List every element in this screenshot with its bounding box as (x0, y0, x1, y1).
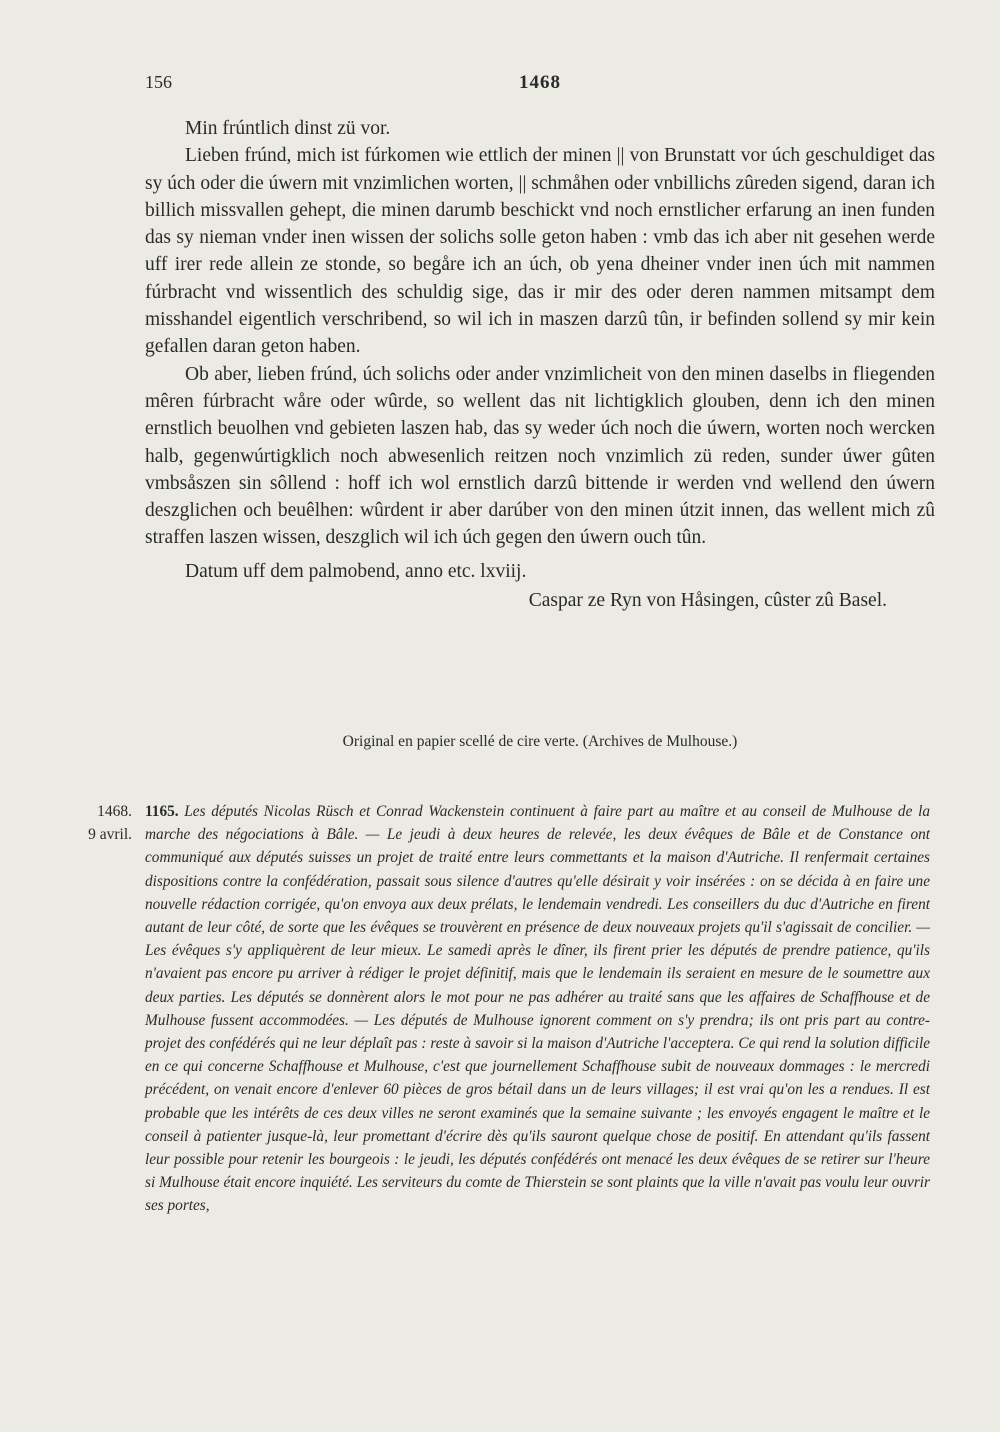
letter-paragraph-2: Ob aber, lieben frúnd, úch solichs oder ander vnzimlicheit von den minen daselbs in fliegenden mêren fúrbracht wåre oder wûrde, so wellent das nit lichtigklich glouben, denn ich den minen ernstlich beuolhen vnd gebieten laszen hab, das sy weder úch noch die úwern, worten noch wercken halb, gegenwúrtigklich noch abwesenlich reitzen noch vnzimlich zü reden, sunder úwer gûten vmbsåszen sin sôllend : hoff ich wol ernstlich darzû bittende ir werden vnd wellend den úwern deszglichen och beuêlhen: wûrdent ir aber darúber von den minen útzit innen, das wellent mich zû straffen laszen wissen, deszglich wil ich úch gegen den úwern ouch tûn. (145, 363, 935, 549)
page-number: 156 (145, 72, 172, 92)
letter-date-line: Datum uff dem palmobend, anno etc. lxviij. (185, 560, 527, 582)
margin-date-year: 1468. (97, 803, 132, 820)
page-header (145, 72, 935, 102)
letter-paragraph-1: Lieben frúnd, mich ist fúrkomen wie ettlich der minen || von Brunstatt vor úch geschuldiget das sy úch oder die úwern mit vnzimlichen worten, || schmåhen oder vnbillichs zûreden sigend, daran ich billich missvallen gehept, die minen darumb beschickt vnd noch ernstlicher erfarung an inen funden das sy nieman vnder inen wissen der solichs solle geton haben : vmb das ich aber nit gesehen werde uff irer rede allein ze stonde, so begåre ich an úch, ob yena dheiner vnder inen úch mit nammen fúrbracht vnd wissentlich des schuldig sige, das ir mir des oder deren nammen mitsampt dem misshandel eigentlich verschribend, so wil ich in maszen darzû tûn, ir befinden sollend sy mir kein gefallen daran geton haben. (145, 145, 935, 358)
running-head-year: 1468 (519, 72, 561, 93)
letter-text (145, 115, 935, 614)
letter-signature: Caspar ze Ryn von Håsingen, cûster zû Basel. (528, 590, 887, 612)
entry-number: 1165. (145, 803, 185, 820)
margin-date-day: 9 avril. (88, 826, 132, 843)
entry-summary (145, 800, 930, 1218)
source-note: Original en papier scellé de cire verte. (Archives de Mulhouse.) (342, 733, 738, 750)
letter-salutation: Min frúntlich dinst zü vor. (185, 118, 391, 139)
margin-date (62, 800, 132, 846)
entry-summary-text: Les députés Nicolas Rüsch et Conrad Wackenstein continuent à faire part au maître et au conseil de Mulhouse de la marche des négociations à Bâle. — Le jeudi à deux heures de relevée, les deux évêques de Bâle et de Constance ont communiqué aux députés suisses un projet de traité entre leurs commettants et la maison d'Autriche. Il renfermait certaines dispositions contre la confédération, passait sous silence d'autres qu'elle désirait y voir insérées : on se décida à en faire une nouvelle rédaction corrigée, qu'on envoya aux deux prélats, le lendemain vendredi. Les conseillers du duc d'Autriche en firent autant de leur côté, de sorte que les évêques se trouvèrent en présence de deux nouveaux projets qu'il s'agissait de concilier. — Les évêques s'y appliquèrent de leur mieux. Le samedi après le dîner, ils firent prier les députés de prendre patience, qu'ils n'avaient pas encore pu arriver à rédiger le projet définitif, mais que le lendemain ils seraient en mesure de le soumettre aux deux parties. Les députés se donnèrent alors le mot pour ne pas adhérer au traité sans que les affaires de Schaffhouse et de Mulhouse fussent accommodées. — Les députés de Mulhouse ignorent comment on s'y prendra; ils ont pris part au contre-projet des confédérés qui ne leur déplaît pas : reste à savoir si la maison d'Autriche l'acceptera. Ce qui rend la solution difficile en ce qui concerne Schaffhouse et Mulhouse, c'est que journellement Schaffhouse subit de nouveaux dommages : le mercredi précédent, on venait encore d'enlever 60 pièces de gros bétail dans un de leurs villages; il est vrai qu'on les a rendues. Il est probable que les intérêts de ces deux villes ne seront examinés que la semaine suivante ; les envoyés engagent le maître et le conseil à patienter jusque-là, leur promettant d'écrire dès qu'ils sauront quelque chose de positif. En attendant qu'ils fassent leur possible pour retenir les bourgeois : le jeudi, les députés confédérés ont menacé les deux évêques de se retirer sur l'heure si Mulhouse était encore inquiété. Les serviteurs du comte de Thierstein se sont plaints que la ville n'avait pas voulu leur ouvrir ses portes, (145, 803, 930, 1215)
